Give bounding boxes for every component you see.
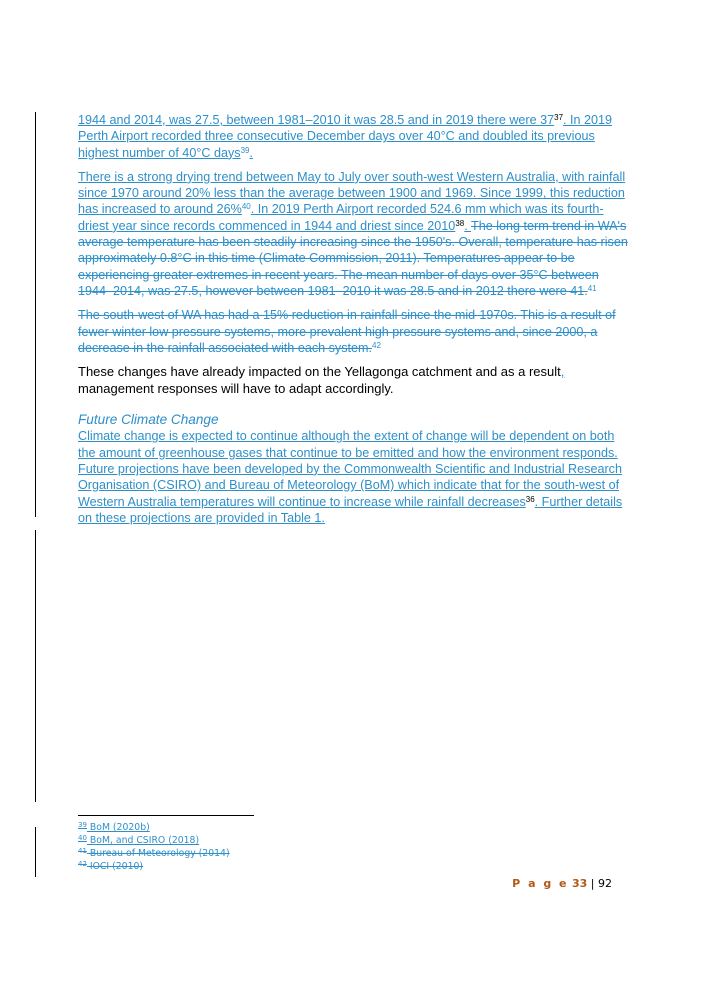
paragraph-catchment-impact: These changes have already impacted on the Yellagonga catchment and as a result, management responses will have to adapt accordingly.	[78, 364, 565, 396]
paragraph-drying-trend: There is a strong drying trend between May to July over south-west Western Australia, with rainfall since 1970 around 20% less than the average between 1900 and 1969. Since 1999, this reduction has increased to around 26%$^{40}$. In 2019 Perth Airport recorded 524.6 mm which was its fourth-driest year since records commenced in 1944 and driest since 2010$^{38}$. The long term trend in WA's average temperature has been steadily increasing since the 1950's. Overall, temperature has risen approximately 0.8°C in this time (Climate Commission, 2011). Temperatures appear to be experiencing greater extremes in recent years. The mean number of days over 35°C between 1944–2014, was 27.5, however between 1981–2010 it was 28.5 and in 2012 there were 41.41	[78, 169, 628, 298]
footnote-ref[interactable]: 42	[372, 340, 381, 350]
deleted-text: The south-west of WA has had a 15% reduction in rainfall since the mid-1970s. This is a result of fewer winter low pressure systems, more prevalent high pressure systems and, since 2000, a decrease in the rainfall associated with each system.	[78, 308, 616, 355]
change-bar-footnotes	[35, 827, 36, 877]
current-page: 33	[571, 877, 588, 890]
page-separator: |	[587, 877, 598, 890]
footnotes	[78, 821, 230, 873]
footnote-ref[interactable]: 40	[241, 202, 251, 212]
footnote-ref[interactable]: 39	[240, 145, 250, 155]
footnote-separator	[78, 815, 254, 816]
page-number	[512, 877, 612, 890]
section-heading: Future Climate Change	[78, 412, 219, 428]
footnote-ref: 37	[554, 113, 564, 122]
paragraph-perth-hot-days: 1944 and 2014, was 27.5, between 1981–2010 it was 28.5 and in 2019 there were $37^{37}$. In 2019 Perth Airport recorded three consecutive December days over 40°C and doubled its previous highest number of 40°C days$^{39}$.	[78, 113, 613, 160]
footnote-item[interactable]: $^{39}$ BoM (2020b)	[78, 821, 150, 833]
footnote-ref: 36	[525, 494, 535, 504]
change-bar-top	[35, 112, 36, 517]
footnote-item: $^{41}$ Bureau of Meteorology (2014)	[78, 847, 230, 859]
footnote-ref[interactable]: 41	[587, 283, 597, 293]
paragraph-future-projections: Climate change is expected to continue although the extent of change will be dependent on both the amount of greenhouse gases that continue to be emitted and how the environment responds. Future projections have been developed by the Commonwealth Scientific and Industrial Research Organisation (CSIRO) and Bureau of Meteorology (BoM) which indicate that for the south-west of Western Australia temperatures will continue to increase while rainfall decreases$^{36}$. Further details on these projections are provided in Table 1.	[78, 429, 623, 525]
footnote-item: $^{42}$ IOCI (2010)	[78, 860, 144, 872]
deleted-text: The long term trend in WA's average temperature has been steadily increasing since the 1950's. Overall, temperature has risen approximately 0.8°C in this time (Climate Commission, 2011). Temperatures appear to be experiencing greater extremes in recent years. The mean number of days over 35°C between 1944–2014, was 27.5, however between 1981–2010 it was 28.5 and in 2012 there were 41.	[78, 218, 628, 298]
paragraph-rainfall-reduction	[78, 307, 630, 356]
total-pages: 92	[598, 877, 612, 890]
footnote-item[interactable]: $^{40}$ BoM, and CSIRO (2018)	[78, 834, 200, 846]
page-label: P a g e	[512, 877, 569, 890]
change-bar-bottom	[35, 530, 36, 802]
footnote-ref: 38	[455, 218, 465, 228]
body-content	[78, 112, 630, 534]
